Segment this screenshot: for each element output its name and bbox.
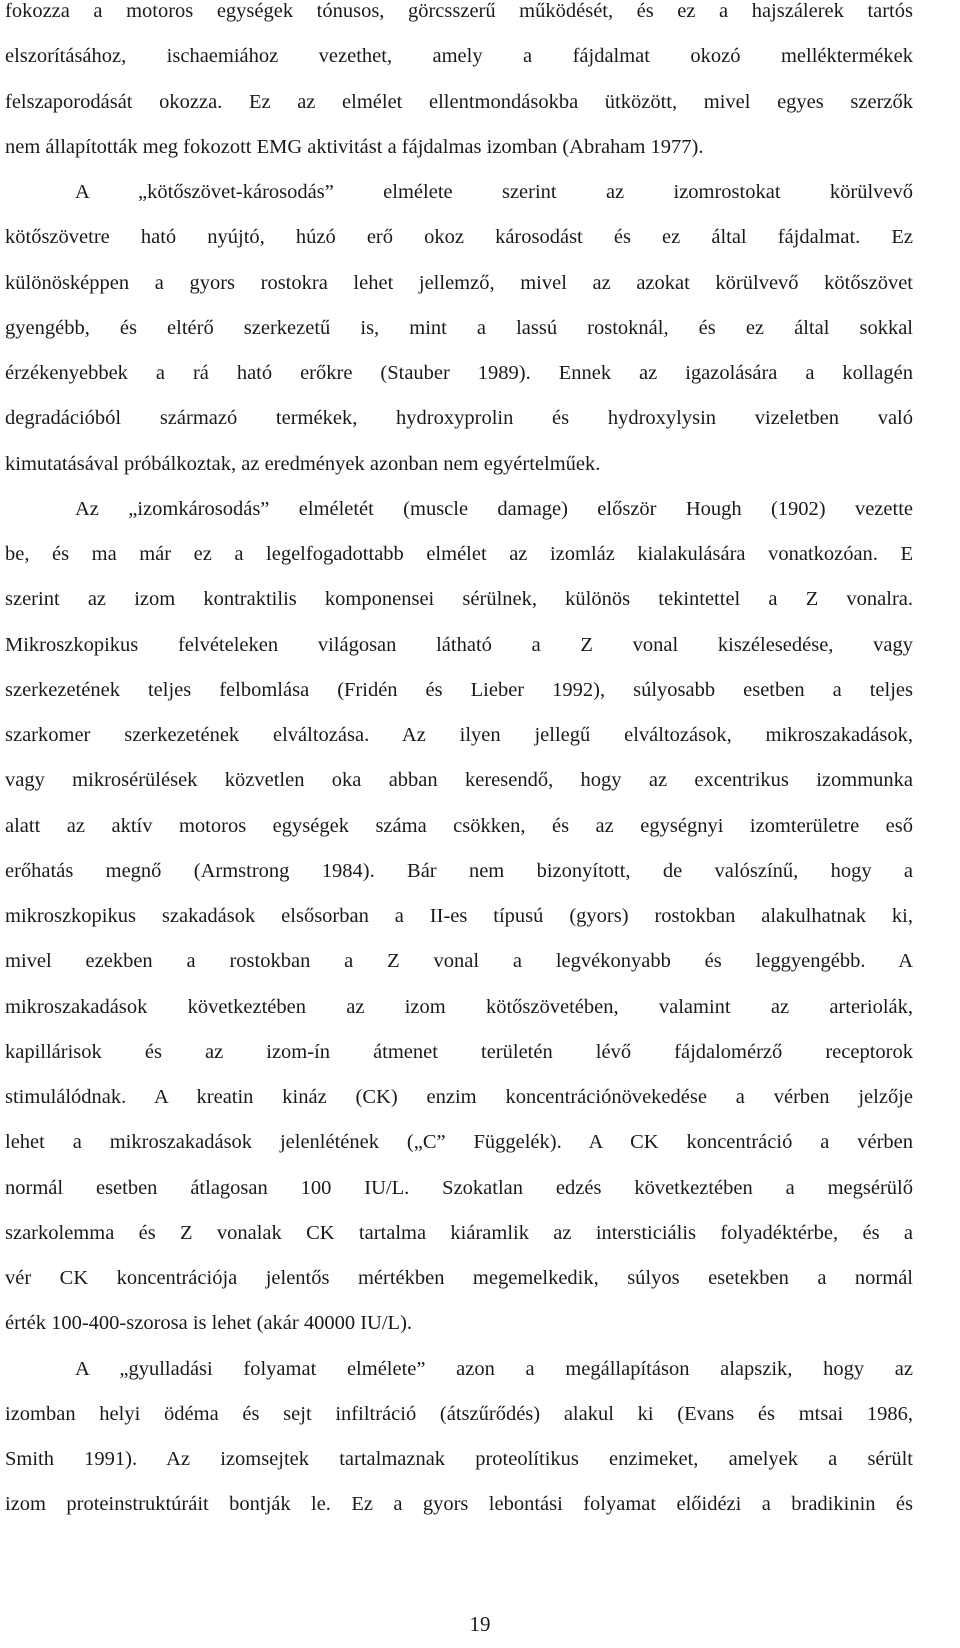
text-line: mikroszakadások következtében az izom kötőszövetében, valamint az arteriolák, xyxy=(5,995,913,1018)
text-line: felszaporodását okozza. Ez az elmélet ellentmondásokba ütközött, mivel egyes szerzők xyxy=(5,90,913,113)
text-line: érzékenyebbek a rá ható erőkre (Stauber 1989). Ennek az igazolására a kollagén xyxy=(5,362,913,384)
text-line: vér CK koncentrációja jelentős mértékben megemelkedik, súlyos esetekben a normál xyxy=(5,1267,913,1289)
text-line: fokozza a motoros egységek tónusos, görcsszerű működését, és ez a hajszálerek tartós xyxy=(5,0,913,22)
text-line: vagy mikrosérülések közvetlen oka abban keresendő, hogy az excentrikus izommunka xyxy=(5,769,913,792)
text-line: lehet a mikroszakadások jelenlétének („C” Függelék). A CK koncentráció a vérben xyxy=(5,1131,913,1154)
text-line: kötőszövetre ható nyújtó, húzó erő okoz károsodást és ez által fájdalmat. Ez xyxy=(5,226,913,249)
text-line: szarkomer szerkezetének elváltozása. Az ilyen jellegű elváltozások, mikroszakadások, xyxy=(5,724,913,746)
text-line: normál esetben átlagosan 100 IU/L. Szokatlan edzés következtében a megsérülő xyxy=(5,1176,913,1199)
text-line: szerint az izom kontraktilis komponensei sérülnek, különös tekintettel a Z vonalra. xyxy=(5,588,913,611)
text-line: különösképpen a gyors rostokra lehet jellemző, mivel az azokat körülvevő kötőszövet xyxy=(5,271,913,294)
text-line: be, és ma már ez a legelfogadottabb elmélet az izomláz kialakulására vonatkozóan. E xyxy=(5,543,913,565)
text-line: nem állapították meg fokozott EMG aktivitást a fájdalmas izomban (Abraham 1977). xyxy=(5,135,704,158)
text-line: kapillárisok és az izom-ín átmenet területén lévő fájdalomérző receptorok xyxy=(5,1040,913,1063)
text-line: stimulálódnak. A kreatin kináz (CK) enzim koncentrációnövekedése a vérben jelzője xyxy=(5,1086,913,1108)
text-line: erőhatás megnő (Armstrong 1984). Bár nem bizonyított, de valószínű, hogy a xyxy=(5,859,913,882)
text-line: mikroszkopikus szakadások elsősorban a II-es típusú (gyors) rostokban alakulhatnak ki, xyxy=(5,905,913,927)
text-line: érték 100-400-szorosa is lehet (akár 40000 IU/L). xyxy=(5,1312,413,1335)
text-line: mivel ezekben a rostokban a Z vonal a legvékonyabb és leggyengébb. A xyxy=(5,950,913,973)
body-text xyxy=(5,0,913,1528)
text-line: szerkezetének teljes felbomlása (Fridén és Lieber 1992), súlyosabb esetben a teljes xyxy=(5,678,913,701)
text-line: Smith 1991). Az izomsejtek tartalmaznak proteolítikus enzimeket, amelyek a sérült xyxy=(5,1448,913,1470)
text-line: izom proteinstruktúráit bontják le. Ez a gyors lebontási folyamat előidézi a bradikinin és xyxy=(5,1493,913,1516)
text-line: A „kötőszövet-károsodás” elmélete szerint az izomrostokat körülvevő xyxy=(75,181,913,203)
text-line: A „gyulladási folyamat elmélete” azon a megállapításon alapszik, hogy az xyxy=(75,1357,913,1380)
text-line: gyengébb, és eltérő szerkezetű is, mint a lassú rostoknál, és ez által sokkal xyxy=(5,316,913,339)
page-number: 19 xyxy=(469,1612,491,1636)
text-line: Az „izomkárosodás” elméletét (muscle damage) először Hough (1902) vezette xyxy=(75,497,913,520)
text-line: szarkolemma és Z vonalak CK tartalma kiáramlik az intersticiális folyadéktérbe, és a xyxy=(5,1221,913,1244)
text-line: degradációból származó termékek, hydroxyprolin és hydroxylysin vizeletben való xyxy=(5,407,913,430)
text-line: kimutatásával próbálkoztak, az eredmények azonban nem egyértelműek. xyxy=(5,452,601,475)
text-line: elszorításához, ischaemiához vezethet, amely a fájdalmat okozó melléktermékek xyxy=(5,45,913,68)
text-line: Mikroszkopikus felvételeken világosan látható a Z vonal kiszélesedése, vagy xyxy=(5,633,913,656)
text-line: alatt az aktív motoros egységek száma csökken, és az egységnyi izomterületre eső xyxy=(5,814,913,837)
text-line: izomban helyi ödéma és sejt infiltráció (átszűrődés) alakul ki (Evans és mtsai 1986, xyxy=(5,1402,913,1425)
